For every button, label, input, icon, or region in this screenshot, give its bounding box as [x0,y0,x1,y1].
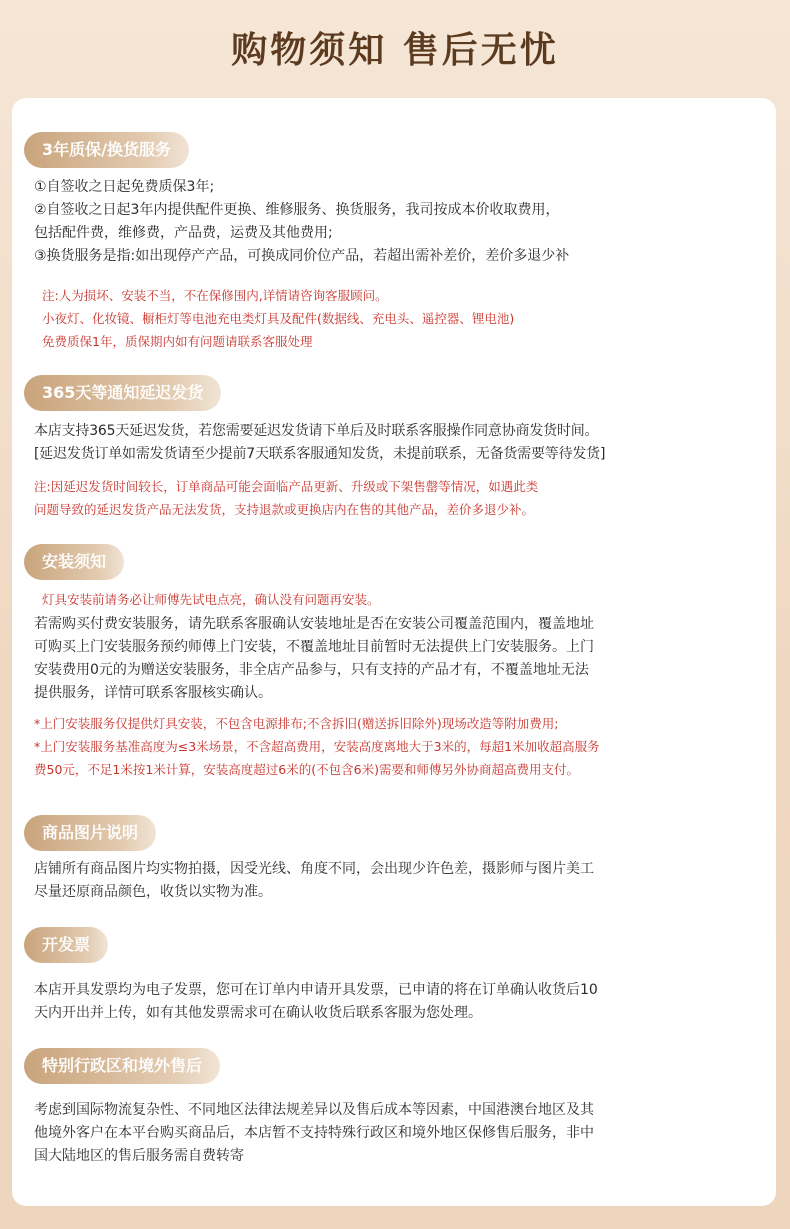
warranty-line-2: ②自签收之日起3年内提供配件更换、维修服务、换货服务，我司按成本价收取费用， [34,202,560,218]
install-note-top [34,588,769,611]
warranty-title-badge: 3年质保/换货服务 [24,132,189,168]
delay-note-2: 问题导致的延迟发货产品无法发货，支持退款或更换店内在售的其他产品，差价多退少补。 [34,502,535,517]
images-line-2: 尽量还原商品颜色，收货以实物为准。 [34,884,272,900]
install-line-3: 安装费用0元的为赠送安装服务，非全店产品参与，只有支持的产品才有，不覆盖地址无法 [34,662,589,678]
warranty-note-3: 免费质保1年，质保期内如有问题请联系客服处理 [42,334,313,349]
images-title-badge: 商品图片说明 [24,815,156,851]
overseas-text [34,1099,769,1168]
install-text [34,613,769,705]
overseas-line-2: 他境外客户在本平台购买商品后，本店暂不支持特殊行政区和境外地区保修售后服务，非中 [34,1125,594,1141]
install-note-top-line: 灯具安装前请务必让师傅先试电点亮，确认没有问题再安装。 [42,592,380,607]
after-sales-card [12,98,776,1206]
delay-text [34,420,769,466]
invoice-title-badge: 开发票 [24,927,108,963]
overseas-line-1: 考虑到国际物流复杂性、不同地区法律法规差异以及售后成本等因素，中国港澳台地区及其 [34,1102,594,1118]
delay-title-badge: 365天等通知延迟发货 [24,375,221,411]
invoice-line-1: 本店开具发票均为电子发票，您可在订单内申请开具发票，已申请的将在订单确认收货后10 [34,982,598,998]
warranty-line-3: 包括配件费，维修费，产品费，运费及其他费用; [34,225,333,241]
delay-line-1: 本店支持365天延迟发货，若您需要延迟发货请下单后及时联系客服操作同意协商发货时间。 [34,423,599,439]
invoice-line-2: 天内开出并上传，如有其他发票需求可在确认收货后联系客服为您处理。 [34,1005,482,1021]
warranty-text [34,176,769,268]
install-note-3: 费50元，不足1米按1米计算，安装高度超过6米的(不包含6米)需要和师傅另外协商超高费用支付。 [34,762,579,777]
install-line-2: 可购买上门安装服务预约师傅上门安装，不覆盖地址目前暂时无法提供上门安装服务。上门 [34,639,594,655]
install-line-1: 若需购买付费安装服务，请先联系客服确认安装地址是否在安装公司覆盖范围内，覆盖地址 [34,616,594,632]
delay-notes [34,475,769,521]
delay-note-1: 注:因延迟发货时间较长，订单商品可能会面临产品更新、升级或下架售罄等情况，如遇此类 [34,479,539,494]
page-title: 购物须知 售后无忧 [231,29,559,71]
install-note-1: *上门安装服务仅提供灯具安装，不包含电源排布;不含拆旧(赠送拆旧除外)现场改造等附加费用; [34,716,559,731]
delay-line-2: [延迟发货订单如需发货请至少提前7天联系客服通知发货，未提前联系，无备货需要等待发货] [34,446,606,462]
install-notes [34,712,769,781]
warranty-line-4: ③换货服务是指:如出现停产产品，可换成同价位产品，若超出需补差价，差价多退少补 [34,248,570,264]
images-line-1: 店铺所有商品图片均实物拍摄，因受光线、角度不同，会出现少许色差，摄影师与图片美工 [34,861,594,877]
install-title-badge: 安装须知 [24,544,124,580]
images-text [34,858,769,904]
warranty-line-1: ①自签收之日起免费质保3年; [34,179,215,195]
warranty-note-2: 小夜灯、化妆镜、橱柜灯等电池充电类灯具及配件(数据线、充电头、遥控器、锂电池) [42,311,515,326]
install-line-4: 提供服务，详情可联系客服核实确认。 [34,685,272,701]
warranty-note-1: 注:人为损坏、安装不当，不在保修围内,详情请咨询客服顾问。 [42,288,388,303]
overseas-line-3: 国大陆地区的售后服务需自费转寄 [34,1148,244,1164]
invoice-text [34,979,769,1025]
install-note-2: *上门安装服务基准高度为≤3米场景，不含超高费用，安装高度离地大于3米的，每超1米加收超高服务 [34,739,600,754]
overseas-title-badge: 特别行政区和境外售后 [24,1048,220,1084]
warranty-notes [34,284,769,353]
